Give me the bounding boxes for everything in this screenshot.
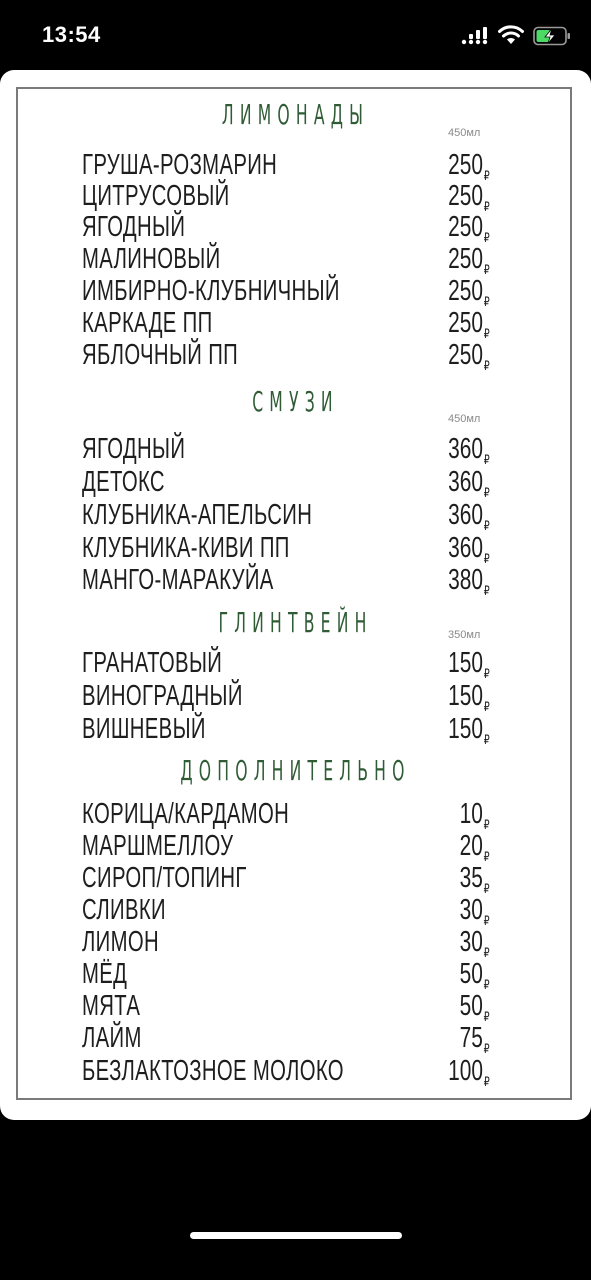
menu-item-price: $360_₽$ (448, 433, 490, 467)
menu-item-price: $35_₽$ (460, 862, 490, 896)
menu-item-name: КОРИЦА/КАРДАМОН (82, 798, 290, 830)
menu-item-name: ЯБЛОЧНЫЙ ПП (82, 339, 239, 371)
menu-item-name: ДЕТОКС (82, 466, 165, 498)
menu-item-price: $380_₽$ (448, 564, 490, 598)
menu-item-name: ГРАНАТОВЫЙ (82, 647, 223, 679)
menu-item-price: $20_₽$ (460, 830, 490, 864)
signal-icon (461, 26, 491, 46)
menu-item-name: МЁД (82, 958, 128, 990)
menu-item-price: $30_₽$ (460, 894, 490, 928)
menu-item-name: МАРШМЕЛЛОУ (82, 830, 234, 862)
menu-item-price: $250_₽$ (448, 243, 490, 277)
menu-item-price: $100_₽$ (448, 1055, 490, 1089)
menu-item-name: ЯГОДНЫЙ (82, 211, 186, 243)
menu-item-name: КАРКАДЕ ПП (82, 307, 213, 339)
menu-item-price: $150_₽$ (448, 713, 490, 747)
menu-item-price: $360_₽$ (448, 466, 490, 500)
menu-item-price: $75_₽$ (460, 1022, 490, 1056)
menu-item-name: ИМБИРНО-КЛУБНИЧНЫЙ (82, 275, 340, 307)
menu-item-name: КЛУБНИКА-АПЕЛЬСИН (82, 499, 313, 531)
section-title-extras: ДОПОЛНИТЕЛЬНО (180, 754, 411, 787)
menu-item-price: $10_₽$ (460, 798, 490, 832)
menu-item-price: $360_₽$ (448, 532, 490, 566)
menu-item-price: $250_₽$ (448, 211, 490, 245)
menu-item-name: МАЛИНОВЫЙ (82, 243, 221, 275)
menu-item-price: $250_₽$ (448, 275, 490, 309)
menu-item-name: ЦИТРУСОВЫЙ (82, 180, 230, 212)
menu-item-price: $250_₽$ (448, 307, 490, 341)
menu-item-name: ГРУША-РОЗМАРИН (82, 149, 278, 181)
menu-item-price: $250_₽$ (448, 339, 490, 373)
menu-item-price: $150_₽$ (448, 680, 490, 714)
section-title-smoothies: СМУЗИ (252, 385, 339, 418)
section-title-mulled-wine: ГЛИНТВЕЙН (218, 606, 373, 639)
wifi-icon (497, 24, 525, 46)
menu-item-name: МЯТА (82, 990, 141, 1022)
menu-item-price: $150_₽$ (448, 647, 490, 681)
volume-label: 450мл (448, 127, 481, 139)
menu-item-price: $50_₽$ (460, 958, 490, 992)
status-bar (0, 0, 591, 70)
menu-card (0, 70, 591, 1120)
menu-item-name: ВИНОГРАДНЫЙ (82, 680, 243, 712)
menu-item-price: $360_₽$ (448, 499, 490, 533)
menu-item-name: СЛИВКИ (82, 894, 166, 926)
menu-item-name: МАНГО-МАРАКУЙА (82, 564, 274, 596)
menu-item-name: КЛУБНИКА-КИВИ ПП (82, 532, 290, 564)
menu-item-price: $250_₽$ (448, 149, 490, 183)
menu-item-price: $250_₽$ (448, 180, 490, 214)
status-time: 13:54 (42, 22, 101, 47)
menu-item-name: ЛИМОН (82, 926, 160, 958)
menu-item-name: ЛАЙМ (82, 1022, 142, 1054)
menu-item-name: СИРОП/ТОПИНГ (82, 862, 247, 894)
menu-item-name: ЯГОДНЫЙ (82, 433, 186, 465)
battery-charging-icon (533, 26, 571, 46)
menu-item-name: БЕЗЛАКТОЗНОЕ МОЛОКО (82, 1055, 344, 1087)
volume-label: 450мл (448, 413, 481, 425)
volume-label: 350мл (448, 629, 481, 641)
menu-item-name: ВИШНЕВЫЙ (82, 713, 206, 745)
menu-item-price: $50_₽$ (460, 990, 490, 1024)
menu-item-price: $30_₽$ (460, 926, 490, 960)
home-indicator[interactable] (190, 1232, 402, 1239)
section-title-lemonades: ЛИМОНАДЫ (221, 98, 370, 131)
